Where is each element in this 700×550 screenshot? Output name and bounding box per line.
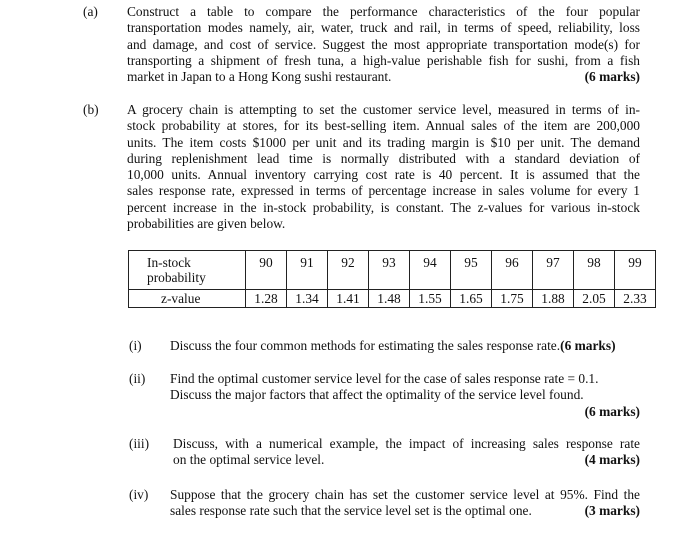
z-value-cell: 1.28 — [246, 290, 287, 308]
part-b-line: units. The item costs $1000 per unit and its trading margin is $10 per unit. The demand — [127, 134, 640, 150]
part-b-line: stock probability at stores, for its best-selling item. Annual sales of the item are 200,000 — [127, 118, 640, 134]
probability-cell: 93 — [369, 251, 410, 290]
sub-ii-marks: (6 marks) — [584, 403, 640, 419]
probability-header-line1: In-stock — [147, 255, 191, 270]
part-b-label: (b) — [83, 102, 99, 117]
sub-iv-line1: Suppose that the grocery chain has set the customer service level at 95%. Find the — [170, 487, 640, 502]
probability-cell: 94 — [410, 251, 451, 290]
sub-ii-marks-row — [170, 404, 640, 420]
sub-i-label: (i) — [129, 338, 142, 353]
sub-ii-label: (ii) — [129, 371, 146, 386]
part-a-last-row — [127, 69, 640, 85]
sub-iii-line1: Discuss, with a numerical example, the impact of increasing sales response rate — [173, 436, 640, 451]
probability-cell: 95 — [451, 251, 492, 290]
sub-iv-line2: sales response rate such that the service level set is the optimal one. — [170, 503, 532, 519]
sub-i-text-block — [170, 338, 616, 354]
sub-iv-label: (iv) — [129, 487, 149, 502]
z-value-cell: 1.41 — [328, 290, 369, 308]
sub-iii-label: (iii) — [129, 436, 150, 451]
z-value-cell: 1.65 — [451, 290, 492, 308]
probability-cell: 91 — [287, 251, 328, 290]
probability-header — [129, 251, 246, 290]
probability-cell: 90 — [246, 251, 287, 290]
part-b-line: probabilities are given below. — [127, 216, 286, 232]
part-a-line: market in Japan to a Hong Kong sushi restaurant. — [127, 69, 392, 85]
probability-cell: 98 — [574, 251, 615, 290]
probability-row — [129, 251, 656, 290]
probability-cell: 96 — [492, 251, 533, 290]
part-b-line: 10,000 units. Annual inventory carrying cost rate is 40 percent. It is assumed that the — [127, 167, 640, 183]
part-b-line: percent increase in the in-stock probability, is constant. The z-values for various in-stock — [127, 199, 640, 215]
sub-i-marks: (6 marks) — [560, 338, 616, 353]
sub-iv-text-block — [170, 487, 640, 520]
part-a-text — [127, 4, 640, 85]
sub-ii-line2: Discuss the major factors that affect the optimality of the service level found. — [170, 387, 584, 403]
sub-iv-marks: (3 marks) — [584, 503, 640, 519]
part-a-line: transporting a shipment of fresh tuna, a high-value perishable fish for sushi, from a fish — [127, 52, 640, 68]
sub-iv-last-row — [170, 503, 640, 519]
z-value-cell: 1.55 — [410, 290, 451, 308]
part-a-line: and damage, and cost of service. Suggest the most appropriate transportation mode(s) for — [127, 36, 640, 52]
sub-iii-line2: on the optimal service level. — [173, 452, 325, 468]
probability-cell: 99 — [615, 251, 656, 290]
z-value-header: z-value — [129, 290, 246, 308]
part-a-line: transportation modes namely, air, water, truck and rail, in terms of speed, reliability, loss — [127, 20, 640, 36]
sub-iii-text-block — [173, 436, 640, 469]
z-value-cell: 2.05 — [574, 290, 615, 308]
sub-ii-text-block — [170, 371, 640, 420]
z-value-row — [129, 290, 656, 308]
sub-ii-line1: Find the optimal customer service level for the case of sales response rate = 0.1. — [170, 371, 599, 386]
part-a-marks: (6 marks) — [584, 69, 640, 85]
part-b-text — [127, 102, 640, 232]
z-value-cell: 1.48 — [369, 290, 410, 308]
z-value-cell: 1.34 — [287, 290, 328, 308]
z-value-table — [128, 250, 656, 308]
sub-iii-marks: (4 marks) — [584, 452, 640, 468]
part-b-line: sales response rate, expressed in terms of percentage increase in sales volume for every 1 — [127, 183, 640, 199]
sub-iii-last-row — [173, 452, 640, 468]
part-a-line: Construct a table to compare the performance characteristics of the four popular — [127, 4, 640, 19]
part-a-label: (a) — [83, 4, 98, 19]
part-b-line: during replenishment lead time is normally distributed with a standard deviation of — [127, 150, 640, 166]
sub-i-text: Discuss the four common methods for estimating the sales response rate. — [170, 338, 561, 353]
z-value-cell: 2.33 — [615, 290, 656, 308]
z-value-cell: 1.88 — [533, 290, 574, 308]
part-b-line: A grocery chain is attempting to set the customer service level, measured in terms of in- — [127, 102, 640, 117]
z-value-cell: 1.75 — [492, 290, 533, 308]
probability-header-line2: probability — [147, 270, 206, 285]
probability-cell: 97 — [533, 251, 574, 290]
probability-cell: 92 — [328, 251, 369, 290]
